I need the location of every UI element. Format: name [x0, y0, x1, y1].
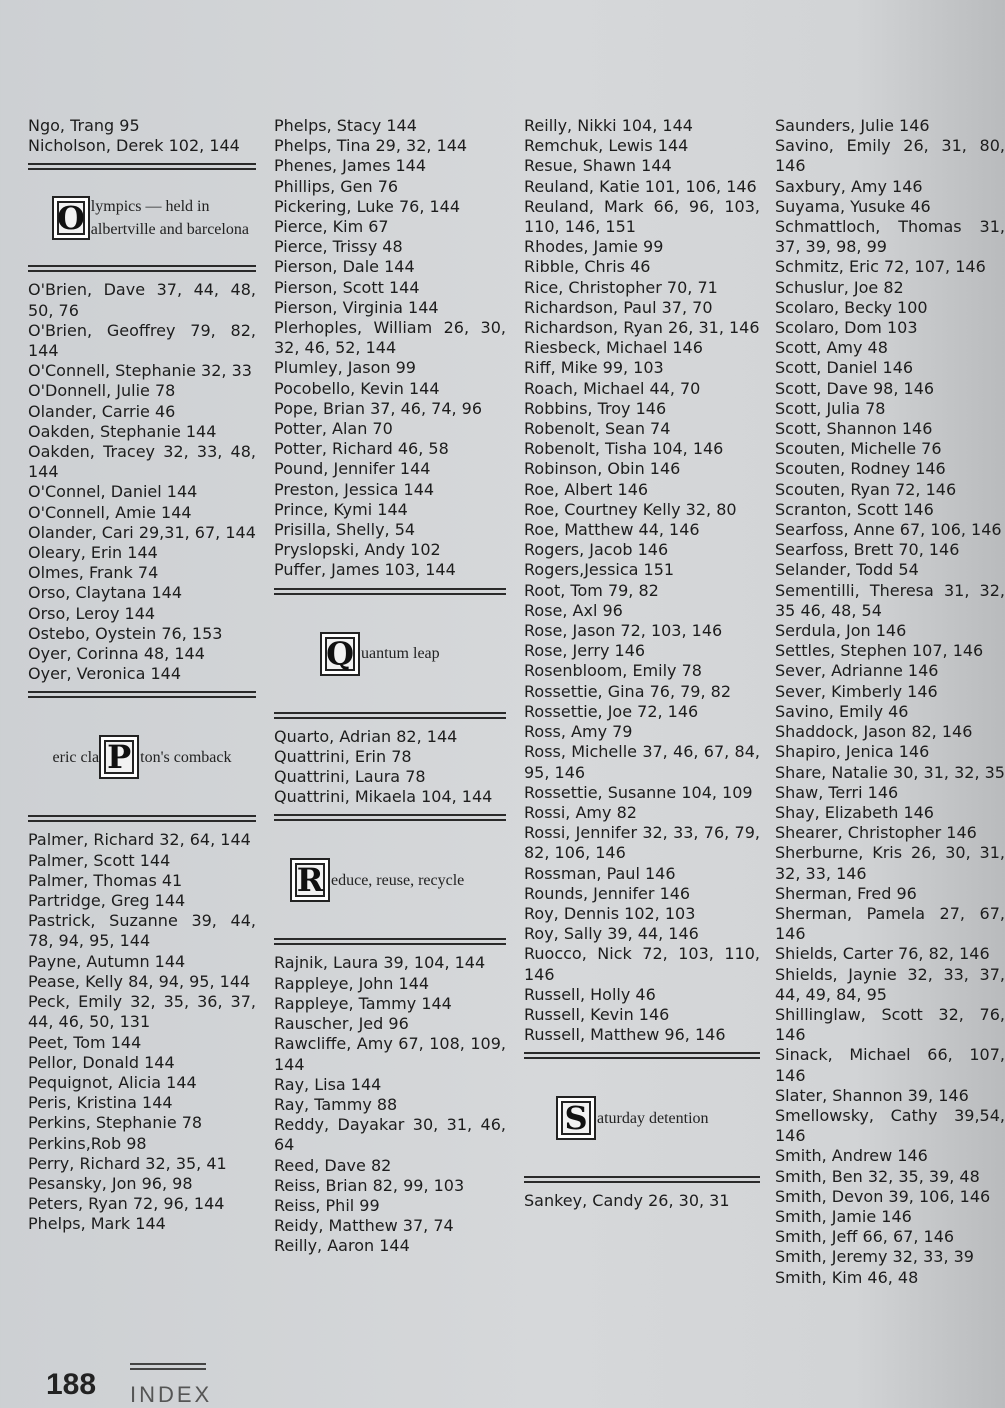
index-entry: Robenolt, Tisha 104, 146 [524, 439, 724, 459]
dropcap-o: O [52, 196, 90, 240]
index-entry: Quattrini, Laura 78 [274, 767, 426, 787]
banner-text-s: aturday detention [597, 1109, 709, 1127]
index-entry: Smith, Kim 46, 48 [775, 1267, 919, 1287]
index-entry: Pierce, Trissy 48 [274, 237, 403, 257]
index-entry: Rose, Jerry 146 [524, 641, 646, 661]
index-entry: Reddy, Dayakar 30, 31, 46, 64 [274, 1115, 506, 1155]
index-entry: Ribble, Chris 46 [524, 257, 651, 277]
index-entry: Sherman, Fred 96 [775, 883, 917, 903]
index-entry: Phelps, Tina 29, 32, 144 [274, 136, 468, 156]
index-column-4 [775, 116, 1005, 1288]
entries-s [524, 1191, 760, 1211]
index-entry: Russell, Matthew 96, 146 [524, 1025, 726, 1045]
index-entry: Roach, Michael 44, 70 [524, 378, 701, 398]
index-entry: Rogers,Jessica 151 [524, 560, 675, 580]
index-entry: Roe, Matthew 44, 146 [524, 520, 700, 540]
section-banner-r [274, 829, 506, 931]
entries-q [274, 727, 506, 808]
divider [28, 815, 256, 822]
index-entry: Shaw, Terri 146 [775, 782, 899, 802]
index-entry: Rauscher, Jed 96 [274, 1014, 409, 1034]
index-entry: Reidy, Matthew 37, 74 [274, 1216, 454, 1236]
index-entry: Palmer, Thomas 41 [28, 870, 183, 890]
divider [28, 265, 256, 272]
index-entry: Oleary, Erin 144 [28, 543, 158, 563]
index-entry: Scott, Shannon 146 [775, 419, 933, 439]
section-banner-q [274, 603, 506, 705]
index-entry: Peet, Tom 144 [28, 1032, 142, 1052]
index-entry: Smith, Devon 39, 106, 146 [775, 1186, 991, 1206]
index-entry: O'Brien, Geoffrey 79, 82, 144 [28, 320, 256, 361]
index-entry: Suyama, Yusuke 46 [775, 196, 931, 216]
index-entry: Rossettie, Joe 72, 146 [524, 701, 699, 721]
index-entry: Pierce, Kim 67 [274, 217, 389, 237]
index-entry: Puffer, James 103, 144 [274, 560, 456, 580]
index-entry: Reuland, Katie 101, 106, 146 [524, 176, 757, 196]
index-entry: Oakden, Tracey 32, 33, 48, 144 [28, 442, 256, 482]
divider [274, 712, 506, 719]
index-entry: Ross, Amy 79 [524, 722, 633, 742]
index-entry: Partridge, Greg 144 [28, 891, 186, 911]
index-entry: Sinack, Michael 66, 107, 146 [775, 1045, 1005, 1085]
index-entry: Shay, Elizabeth 146 [775, 802, 934, 822]
index-entry: Schmattloch, Thomas 31, 37, 39, 98, 99 [775, 217, 1005, 257]
index-entry: Rossi, Amy 82 [524, 802, 637, 822]
index-entry: Olmes, Frank 74 [28, 563, 159, 583]
index-entry: Oyer, Veronica 144 [28, 664, 182, 684]
index-entry: Ostebo, Oystein 76, 153 [28, 623, 223, 643]
index-entry: Rice, Christopher 70, 71 [524, 277, 718, 297]
entries-p [28, 830, 256, 1234]
index-entry: Pickering, Luke 76, 144 [274, 196, 461, 216]
index-entry: Pryslopski, Andy 102 [274, 540, 441, 560]
index-entry: Rappleye, John 144 [274, 973, 430, 993]
banner-text-q: uantum leap [361, 645, 440, 663]
index-entry: Ray, Tammy 88 [274, 1094, 398, 1114]
index-entry: Schuslur, Joe 82 [775, 277, 904, 297]
index-entry: Selander, Todd 54 [775, 560, 919, 580]
entries-r [274, 953, 506, 1256]
index-entry: Scouten, Rodney 146 [775, 459, 946, 479]
index-entry: Oyer, Corinna 48, 144 [28, 644, 205, 664]
index-entry: Roe, Courtney Kelly 32, 80 [524, 499, 737, 519]
index-entry: Scott, Daniel 146 [775, 358, 914, 378]
index-entry: Sherman, Pamela 27, 67, 146 [775, 903, 1005, 944]
banner-text-p-after: ton's comback [140, 748, 232, 766]
index-entry: Sherburne, Kris 26, 30, 31, 32, 33, 146 [775, 843, 1005, 883]
index-entry: Ray, Lisa 144 [274, 1074, 382, 1094]
index-entry: Rhodes, Jamie 99 [524, 237, 664, 257]
index-column-3 [524, 116, 760, 1212]
index-entry: Remchuk, Lewis 144 [524, 136, 689, 156]
index-entry: Rounds, Jennifer 146 [524, 883, 691, 903]
index-entry: Prisilla, Shelly, 54 [274, 520, 416, 540]
index-entry: Potter, Alan 70 [274, 419, 393, 439]
index-entry: Searfoss, Brett 70, 146 [775, 540, 960, 560]
section-banner-p [28, 706, 256, 808]
index-entry: Nicholson, Derek 102, 144 [28, 136, 240, 156]
index-entry: Rawcliffe, Amy 67, 108, 109, 144 [274, 1034, 506, 1074]
index-entry: Scolaro, Becky 100 [775, 297, 928, 317]
index-entry: Olander, Cari 29,31, 67, 144 [28, 522, 256, 542]
divider [274, 588, 506, 595]
index-entry: Phillips, Gen 76 [274, 176, 399, 196]
index-entry: Sankey, Candy 26, 30, 31 [524, 1191, 730, 1211]
index-entry: Shields, Jaynie 32, 33, 37, 44, 49, 84, 95 [775, 964, 1005, 1004]
index-entry: Perkins, Stephanie 78 [28, 1113, 203, 1133]
index-entry: Rogers, Jacob 146 [524, 540, 669, 560]
index-entry: Oakden, Stephanie 144 [28, 421, 217, 441]
index-entry: Phenes, James 144 [274, 156, 427, 176]
index-entry: Shields, Carter 76, 82, 146 [775, 944, 990, 964]
index-entry: Riff, Mike 99, 103 [524, 358, 664, 378]
index-entry: Smith, Ben 32, 35, 39, 48 [775, 1166, 980, 1186]
index-entry: Serdula, Jon 146 [775, 621, 907, 641]
index-entry: Phelps, Stacy 144 [274, 116, 417, 135]
index-entry: Pellor, Donald 144 [28, 1052, 175, 1072]
index-entry: Sementilli, Theresa 31, 32, 35 46, 48, 54 [775, 580, 1005, 620]
index-entry: Pierson, Virginia 144 [274, 297, 439, 317]
index-entry: Pastrick, Suzanne 39, 44, 78, 94, 95, 144 [28, 911, 256, 951]
index-entry: Richardson, Ryan 26, 31, 146 [524, 318, 760, 338]
index-entry: Scott, Julia 78 [775, 398, 886, 418]
index-entry: Settles, Stephen 107, 146 [775, 641, 984, 661]
index-column-1 [28, 116, 256, 1235]
index-entry: Richardson, Paul 37, 70 [524, 297, 713, 317]
index-entry: Root, Tom 79, 82 [524, 580, 659, 600]
index-entry: Saunders, Julie 146 [775, 116, 930, 135]
index-entry: Rossettie, Susanne 104, 109 [524, 782, 753, 802]
entries-p-cont [274, 116, 506, 581]
index-entry: Ngo, Trang 95 [28, 116, 140, 135]
index-entry: Prince, Kymi 144 [274, 499, 408, 519]
index-entry: Roe, Albert 146 [524, 479, 649, 499]
divider [524, 1176, 760, 1183]
index-entry: Reiss, Brian 82, 99, 103 [274, 1175, 465, 1195]
index-entry: Russell, Holly 46 [524, 984, 656, 1004]
index-entry: Reiss, Phil 99 [274, 1195, 380, 1215]
section-banner-s [524, 1067, 760, 1169]
index-entry: Rose, Jason 72, 103, 146 [524, 621, 723, 641]
index-entry: Roy, Sally 39, 44, 146 [524, 924, 699, 944]
index-entry: Smith, Jeff 66, 67, 146 [775, 1227, 955, 1247]
index-entry: Rosenbloom, Emily 78 [524, 661, 702, 681]
index-entry: Scolaro, Dom 103 [775, 318, 918, 338]
index-entry: Potter, Richard 46, 58 [274, 439, 449, 459]
index-entry: Pease, Kelly 84, 94, 95, 144 [28, 971, 251, 991]
index-entry: Quattrini, Mikaela 104, 144 [274, 787, 493, 807]
dropcap-q: Q [320, 632, 360, 676]
index-entry: Ross, Michelle 37, 46, 67, 84, 95, 146 [524, 742, 760, 782]
index-entry: Schmitz, Eric 72, 107, 146 [775, 257, 986, 277]
index-entry: Smith, Jeremy 32, 33, 39 [775, 1247, 974, 1267]
index-entry: Quarto, Adrian 82, 144 [274, 726, 458, 746]
index-entry: Orso, Leroy 144 [28, 603, 156, 623]
index-entry: Smellowsky, Cathy 39,54, 146 [775, 1105, 1005, 1146]
index-entry: O'Connell, Amie 144 [28, 502, 192, 522]
index-column-2 [274, 116, 506, 1257]
divider [274, 814, 506, 821]
index-entry: Perry, Richard 32, 35, 41 [28, 1153, 227, 1173]
index-entry: Smith, Andrew 146 [775, 1146, 928, 1166]
divider [524, 1052, 760, 1059]
entries-r-cont [524, 116, 760, 1045]
banner-text-p-before: eric cla [52, 748, 100, 766]
index-entry: Savino, Emily 46 [775, 701, 909, 721]
banner-text-r: educe, reuse, recycle [331, 871, 465, 889]
index-entry: Pocobello, Kevin 144 [274, 378, 440, 398]
index-entry: Scott, Amy 48 [775, 338, 888, 358]
index-entry: Pesansky, Jon 96, 98 [28, 1173, 193, 1193]
index-entry: Reilly, Nikki 104, 144 [524, 116, 693, 135]
index-entry: Quattrini, Erin 78 [274, 746, 412, 766]
banner-text-o: lympics — held in albertville and barcelona [90, 198, 249, 239]
index-entry: O'Brien, Dave 37, 44, 48, 50, 76 [28, 280, 256, 320]
footer-divider [130, 1363, 206, 1370]
index-entry: Perkins,Rob 98 [28, 1133, 147, 1153]
index-entry: Rossi, Jennifer 32, 33, 76, 79, 82, 106, 146 [524, 823, 760, 863]
dropcap-r: R [290, 858, 330, 902]
index-entry: Robenolt, Sean 74 [524, 419, 671, 439]
index-entry: Peters, Ryan 72, 96, 144 [28, 1194, 225, 1214]
page-number: 188 [46, 1368, 97, 1401]
section-banner-o [28, 178, 256, 258]
index-entry: Scouten, Michelle 76 [775, 439, 942, 459]
divider [28, 163, 256, 170]
index-entry: Rose, Axl 96 [524, 600, 623, 620]
index-entry: Shearer, Christopher 146 [775, 823, 977, 843]
index-entry: Shillinglaw, Scott 32, 76, 146 [775, 1004, 1005, 1045]
dropcap-p: P [99, 735, 139, 779]
index-entry: O'Donnell, Julie 78 [28, 381, 176, 401]
index-entry: Plerhoples, William 26, 30, 32, 46, 52, 144 [274, 318, 506, 358]
index-entry: Riesbeck, Michael 146 [524, 338, 703, 358]
index-entry: Shapiro, Jenica 146 [775, 742, 930, 762]
index-entry: Ruocco, Nick 72, 103, 110, 146 [524, 944, 760, 984]
index-entry: Robinson, Obin 146 [524, 459, 681, 479]
index-entry: Phelps, Mark 144 [28, 1214, 166, 1234]
index-entry: Plumley, Jason 99 [274, 358, 416, 378]
index-entry: Sever, Kimberly 146 [775, 681, 938, 701]
entries-o [28, 280, 256, 684]
index-entry: Reuland, Mark 66, 96, 103, 110, 146, 151 [524, 196, 760, 237]
index-entry: Pierson, Scott 144 [274, 277, 420, 297]
index-entry: Pope, Brian 37, 46, 74, 96 [274, 398, 483, 418]
index-entry: Roy, Dennis 102, 103 [524, 903, 696, 923]
index-entry: Payne, Autumn 144 [28, 951, 186, 971]
divider [28, 691, 256, 698]
index-entry: Pound, Jennifer 144 [274, 459, 431, 479]
entries-ngo [28, 116, 256, 156]
index-entry: Pierson, Dale 144 [274, 257, 415, 277]
entries-s-cont [775, 116, 1005, 1288]
index-entry: Orso, Claytana 144 [28, 583, 183, 603]
index-entry: Share, Natalie 30, 31, 32, 35 [775, 762, 1005, 782]
dropcap-s: S [556, 1096, 596, 1140]
index-entry: Scott, Dave 98, 146 [775, 378, 935, 398]
index-entry: Reed, Dave 82 [274, 1155, 392, 1175]
index-entry: Rossman, Paul 146 [524, 863, 676, 883]
index-entry: Rossettie, Gina 76, 79, 82 [524, 681, 732, 701]
index-entry: Peris, Kristina 144 [28, 1093, 173, 1113]
index-entry: Scouten, Ryan 72, 146 [775, 479, 957, 499]
index-entry: O'Connell, Stephanie 32, 33 [28, 361, 252, 381]
index-entry: Saxbury, Amy 146 [775, 176, 923, 196]
divider [274, 938, 506, 945]
index-entry: Shaddock, Jason 82, 146 [775, 722, 973, 742]
index-entry: Slater, Shannon 39, 146 [775, 1085, 969, 1105]
index-entry: Peck, Emily 32, 35, 36, 37, 44, 46, 50, 131 [28, 992, 256, 1032]
index-entry: Reilly, Aaron 144 [274, 1236, 410, 1256]
index-entry: Pequignot, Alicia 144 [28, 1072, 197, 1092]
index-entry: Robbins, Troy 146 [524, 398, 667, 418]
index-entry: Sever, Adrianne 146 [775, 661, 939, 681]
section-title: INDEX [130, 1382, 213, 1407]
index-entry: Scranton, Scott 146 [775, 499, 934, 519]
index-entry: Olander, Carrie 46 [28, 401, 176, 421]
index-entry: Resue, Shawn 144 [524, 156, 672, 176]
index-entry: Palmer, Richard 32, 64, 144 [28, 830, 251, 850]
index-entry: O'Connel, Daniel 144 [28, 482, 198, 502]
index-entry: Rappleye, Tammy 144 [274, 993, 452, 1013]
index-entry: Smith, Jamie 146 [775, 1206, 912, 1226]
index-entry: Russell, Kevin 146 [524, 1004, 670, 1024]
index-entry: Rajnik, Laura 39, 104, 144 [274, 953, 486, 973]
index-entry: Preston, Jessica 144 [274, 479, 435, 499]
index-entry: Searfoss, Anne 67, 106, 146 [775, 520, 1002, 540]
index-entry: Palmer, Scott 144 [28, 850, 171, 870]
index-entry: Savino, Emily 26, 31, 80, 146 [775, 136, 1005, 176]
